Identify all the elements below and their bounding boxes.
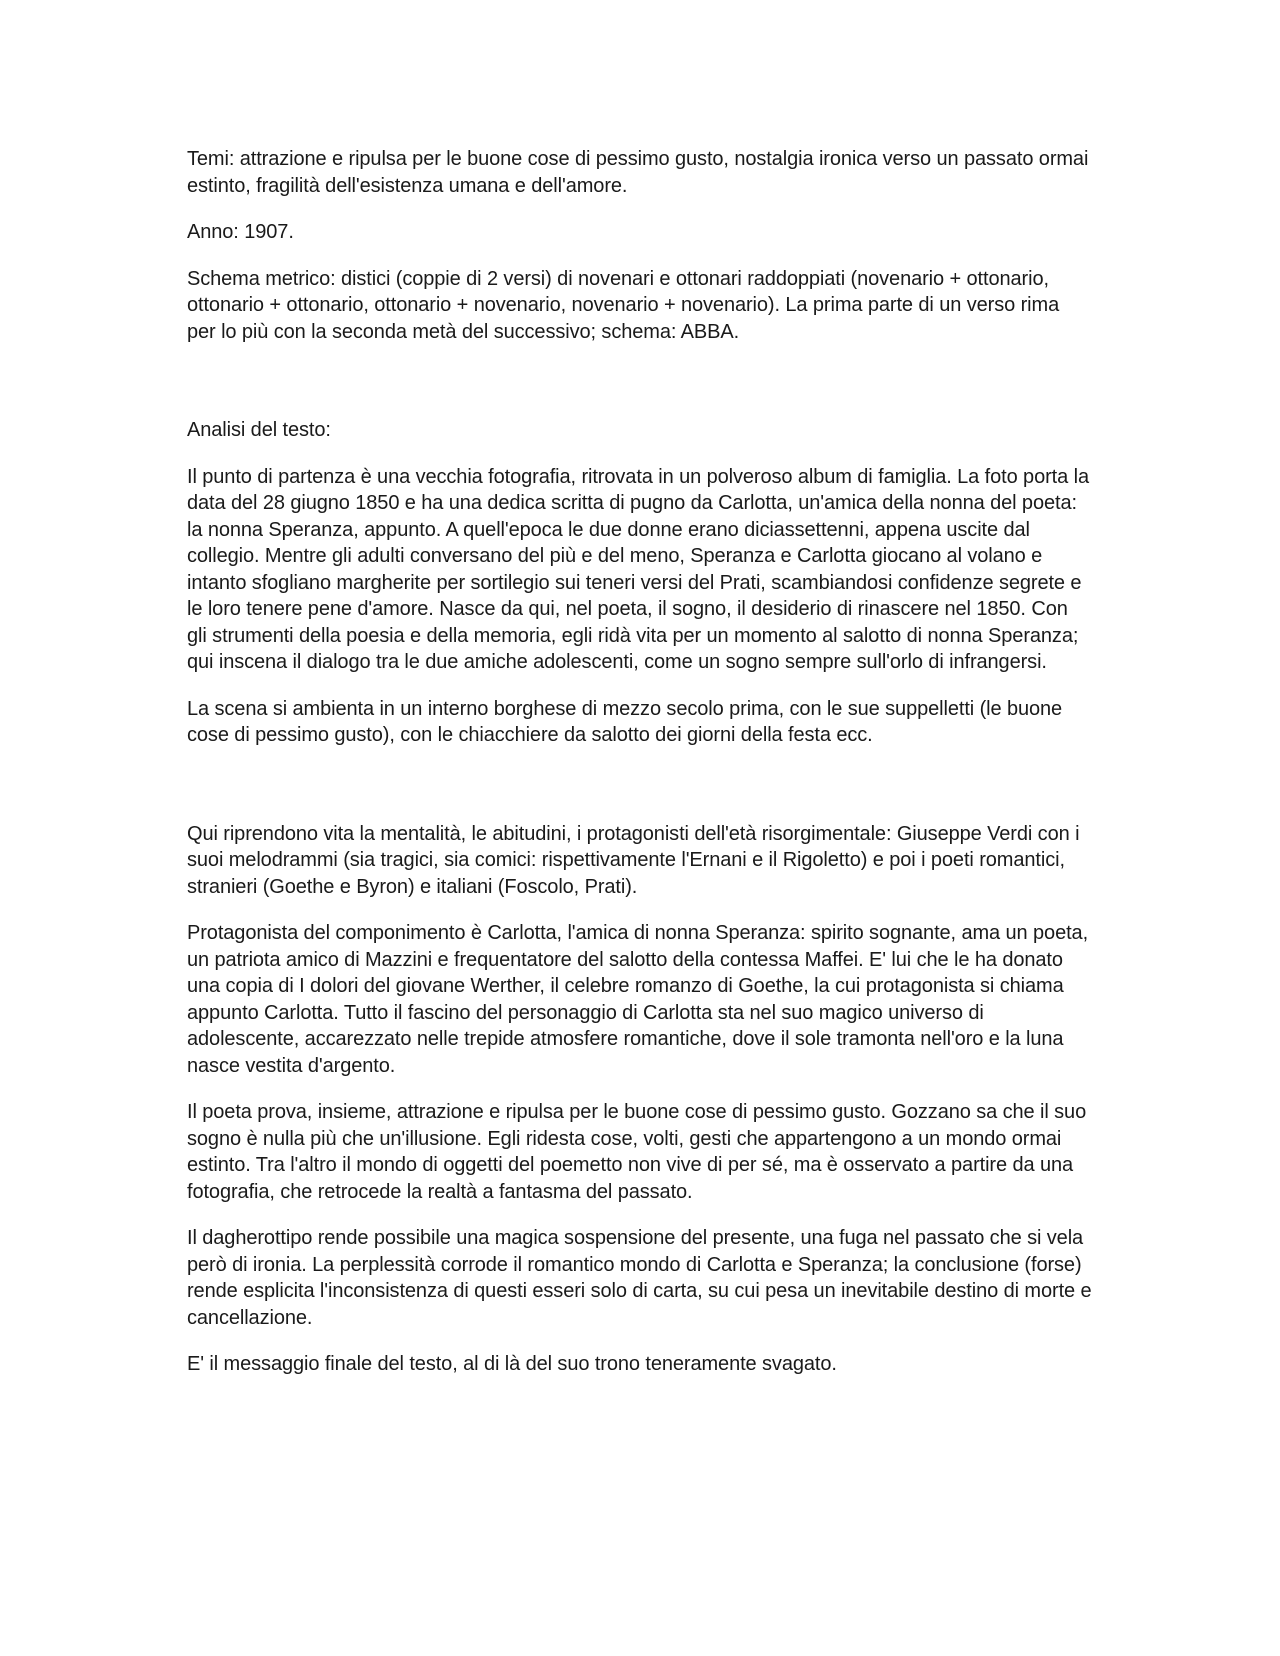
paragraph-poeta: Il poeta prova, insieme, attrazione e ripulsa per le buone cose di pessimo gusto. Gozzano sa che il suo sogno è nulla più che un'illusione. Egli ridesta cose, volti, gesti che appartengono a un mondo ormai estinto. Tra l'altro il mondo di oggetti del poemetto non vive di per sé, ma è osservato a partire da una fotografia, che retrocede la realtà a fantasma del passato. bbox=[187, 1101, 1087, 1203]
document-body bbox=[187, 146, 1092, 1398]
paragraph-anno: Anno: 1907. bbox=[187, 221, 294, 243]
paragraph-protagonista: Protagonista del componimento è Carlotta, l'amica di nonna Speranza: spirito sognante, ama un poeta, un patriota amico di Mazzini e frequentatore del salotto della contessa Maffei. E' lui che le ha donato una copia di I dolori del giovane Werther, il celebre romanzo di Goethe, la cui protagonista si chiama appunto Carlotta. Tutto il fascino del personaggio di Carlotta sta nel suo magico universo di adolescente, accarezzato nelle trepide atmosfere romantiche, dove il sole tramonta nell'oro e la luna nasce vestita d'argento. bbox=[187, 922, 1089, 1077]
paragraph-mentalita: Qui riprendono vita la mentalità, le abitudini, i protagonisti dell'età risorgimentale: Giuseppe Verdi con i suoi melodrammi (sia tragici, sia comici: rispettivamente l'Ernani e il Rigoletto) e poi i poeti romantici, stranieri (Goethe e Byron) e italiani (Foscolo, Prati). bbox=[187, 822, 1080, 898]
paragraph-temi: Temi: attrazione e ripulsa per le buone cose di pessimo gusto, nostalgia ironica verso un passato ormai estinto, fragilità dell'esistenza umana e dell'amore. bbox=[187, 148, 1089, 197]
paragraph-scena: La scena si ambienta in un interno borghese di mezzo secolo prima, con le sue suppelletti (le buone cose di pessimo gusto), con le chiacchiere da salotto dei giorni della festa ecc. bbox=[187, 697, 1063, 746]
paragraph-dagherottipo: Il dagherottipo rende possibile una magica sospensione del presente, una fuga nel passato che si vela però di ironia. La perplessità corrode il romantico mondo di Carlotta e Speranza; la conclusione (forse) rende esplicita l'inconsistenza di questi esseri solo di carta, su cui pesa un inevitabile destino di morte e cancellazione. bbox=[187, 1227, 1092, 1329]
section-heading-analisi: Analisi del testo: bbox=[187, 419, 331, 441]
paragraph-messaggio-finale: E' il messaggio finale del testo, al di là del suo trono teneramente svagato. bbox=[187, 1353, 837, 1375]
paragraph-punto-di-partenza: Il punto di partenza è una vecchia fotografia, ritrovata in un polveroso album di famiglia. La foto porta la data del 28 giugno 1850 e ha una dedica scritta di pugno da Carlotta, un'amica della nonna del poeta: la nonna Speranza, appunto. A quell'epoca le due donne erano diciassettenni, appena uscite dal collegio. Mentre gli adulti conversano del più e del meno, Speranza e Carlotta giocano al volano e intanto sfogliano margherite per sortilegio sui teneri versi del Prati, scambiandosi confidenze segrete e le loro tenere pene d'amore. Nasce da qui, nel poeta, il sogno, il desiderio di rinascere nel 1850. Con gli strumenti della poesia e della memoria, egli ridà vita per un momento al salotto di nonna Speranza; qui inscena il dialogo tra le due amiche adolescenti, come un sogno sempre sull'orlo di infrangersi. bbox=[187, 465, 1089, 673]
paragraph-schema-metrico: Schema metrico: distici (coppie di 2 versi) di novenari e ottonari raddoppiati (novenario + ottonario, ottonario + ottonario, ottonario + novenario, novenario + novenario). La prima parte di un verso rima per lo più con la seconda metà del successivo; schema: ABBA. bbox=[187, 267, 1060, 343]
